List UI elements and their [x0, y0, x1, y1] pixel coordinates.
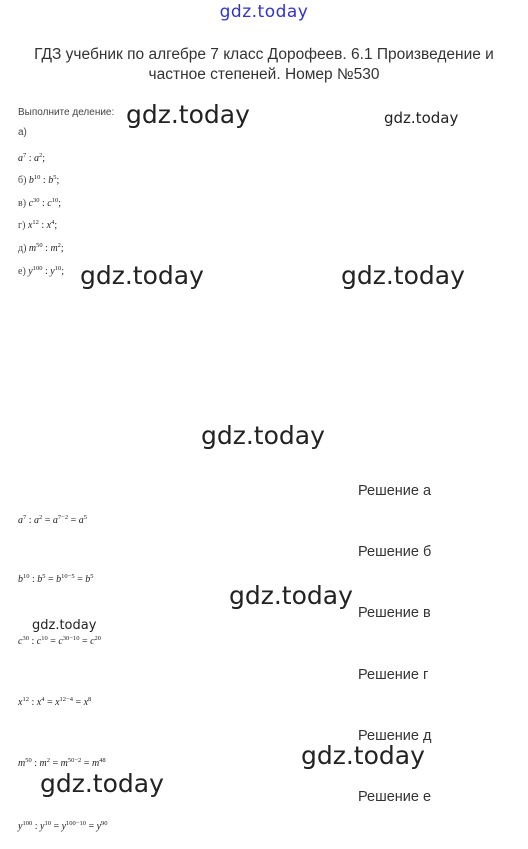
variable: b [28, 175, 34, 186]
solution-heading: Решение б [358, 544, 432, 560]
task-item-label: в) [18, 198, 27, 209]
variable: y [50, 266, 55, 277]
solution-heading: Решение а [358, 483, 432, 499]
variable: m [50, 243, 58, 254]
exponent: 5 [90, 573, 94, 580]
watermark: gdz.today [126, 100, 250, 129]
solution-equation: $m^{50}$ : $m^2 = m^{50-2} = m^{48}$ [18, 757, 106, 769]
variable: x [46, 220, 52, 231]
exponent: 100 [22, 820, 33, 827]
site-logo[interactable]: gdz.today [219, 2, 309, 22]
solution-equation: $y^{100}$ : $y^{10} = y^{100-10} = y^{90}$ [18, 820, 108, 832]
exponent: 12 [22, 696, 29, 703]
exponent: 2 [39, 152, 43, 159]
watermark: gdz.today [201, 421, 325, 450]
exponent: 12 [32, 219, 39, 226]
watermark: gdz.today [384, 109, 459, 127]
exponent: 2 [46, 757, 50, 764]
variable: y [61, 821, 67, 832]
exponent: 50 [25, 757, 32, 764]
task-item-label: е) [18, 266, 26, 277]
exponent: 30 [22, 635, 29, 642]
exponent: 10 [33, 174, 41, 181]
variable: a [18, 153, 23, 164]
variable: m [91, 758, 100, 769]
exponent: 10 [54, 265, 62, 272]
variable: m [60, 758, 68, 769]
solution-equation: $x^{12}$ : $x^4 = x^{12-4} = x^8$ [18, 696, 92, 708]
variable: a [52, 515, 58, 526]
variable: y [28, 266, 33, 277]
variable: m [39, 758, 47, 769]
variable: c [58, 636, 63, 647]
exponent: 2 [39, 514, 43, 521]
exponent: 50 [36, 242, 43, 249]
variable: x [36, 697, 42, 708]
solution-heading: Решение д [358, 728, 432, 744]
variable: x [83, 697, 89, 708]
exponent: 90 [101, 820, 108, 827]
variable: y [39, 821, 45, 832]
task-item: в) $c^{30}$ : $c^{10}$; [18, 197, 62, 209]
variable: m [28, 243, 37, 254]
task-item-label: г) [18, 220, 26, 231]
solution-equation: $c^{30}$ : $c^{10} = c^{30-10} = c^{20}$ [18, 635, 102, 647]
exponent: 50−2 [67, 757, 82, 764]
page-title: ГДЗ учебник по алгебре 7 класс Дорофеев. 6.1 Произведение и частное степеней. Номер №530 [34, 46, 494, 83]
task-item-label: д) [18, 243, 27, 254]
variable: b [48, 175, 54, 186]
exponent: 8 [88, 696, 92, 703]
watermark: gdz.today [80, 261, 204, 290]
exponent: 2 [57, 242, 61, 249]
solution-heading: Решение г [358, 667, 429, 683]
exponent: 12−4 [59, 696, 73, 703]
variable: c [36, 636, 42, 647]
variable: a [34, 153, 40, 164]
solution-heading: Решение е [358, 789, 432, 805]
exponent: 48 [99, 757, 106, 764]
task-label-a: а) [18, 127, 27, 138]
exponent: 100−10 [66, 820, 86, 827]
watermark: gdz.today [32, 618, 97, 633]
variable: c [28, 198, 34, 209]
variable: a [34, 515, 40, 526]
exponent: 5 [83, 514, 87, 521]
exponent: 10 [23, 573, 30, 580]
task-item: $a^7$ : $a^2$; [18, 152, 46, 164]
exponent: 4 [51, 219, 55, 226]
variable: x [27, 220, 33, 231]
task-item-label: б) [18, 175, 27, 186]
task-item: г) $x^{12}$ : $x^4$; [18, 219, 58, 231]
task-prompt: Выполните деление: [18, 107, 115, 118]
variable: b [56, 574, 62, 585]
exponent: 10−5 [61, 573, 75, 580]
variable: b [18, 574, 23, 585]
variable: m [18, 758, 26, 769]
exponent: 100 [32, 265, 43, 272]
exponent: 7 [23, 152, 27, 159]
exponent: 10 [41, 635, 48, 642]
exponent: 30−10 [62, 635, 80, 642]
exponent: 7−2 [57, 514, 69, 521]
watermark: gdz.today [301, 741, 425, 770]
exponent: 5 [42, 573, 46, 580]
exponent: 5 [53, 174, 57, 181]
solution-equation: $a^7$ : $a^2 = a^{7-2} = a^5$ [18, 514, 87, 526]
variable: a [78, 515, 84, 526]
task-item: е) $y^{100}$ : $y^{10}$; [18, 265, 64, 277]
variable: a [18, 515, 23, 526]
watermark: gdz.today [341, 261, 465, 290]
task-item: д) $m^{50}$ : $m^2$; [18, 242, 64, 254]
variable: c [90, 636, 95, 647]
variable: b [37, 574, 43, 585]
variable: c [18, 636, 23, 647]
variable: y [96, 821, 102, 832]
variable: y [18, 821, 23, 832]
variable: b [85, 574, 91, 585]
exponent: 20 [94, 635, 102, 642]
variable: c [47, 198, 52, 209]
watermark: gdz.today [229, 581, 353, 610]
watermark: gdz.today [40, 769, 164, 798]
exponent: 30 [33, 197, 40, 204]
exponent: 7 [23, 514, 27, 521]
solution-heading: Решение в [358, 605, 431, 621]
exponent: 4 [41, 696, 45, 703]
task-item: б) $b^{10}$ : $b^5$; [18, 174, 60, 186]
variable: x [18, 697, 23, 708]
variable: x [55, 697, 60, 708]
solution-equation: $b^{10}$ : $b^5 = b^{10-5} = b^5$ [18, 573, 94, 585]
exponent: 10 [51, 197, 59, 204]
exponent: 10 [44, 820, 51, 827]
